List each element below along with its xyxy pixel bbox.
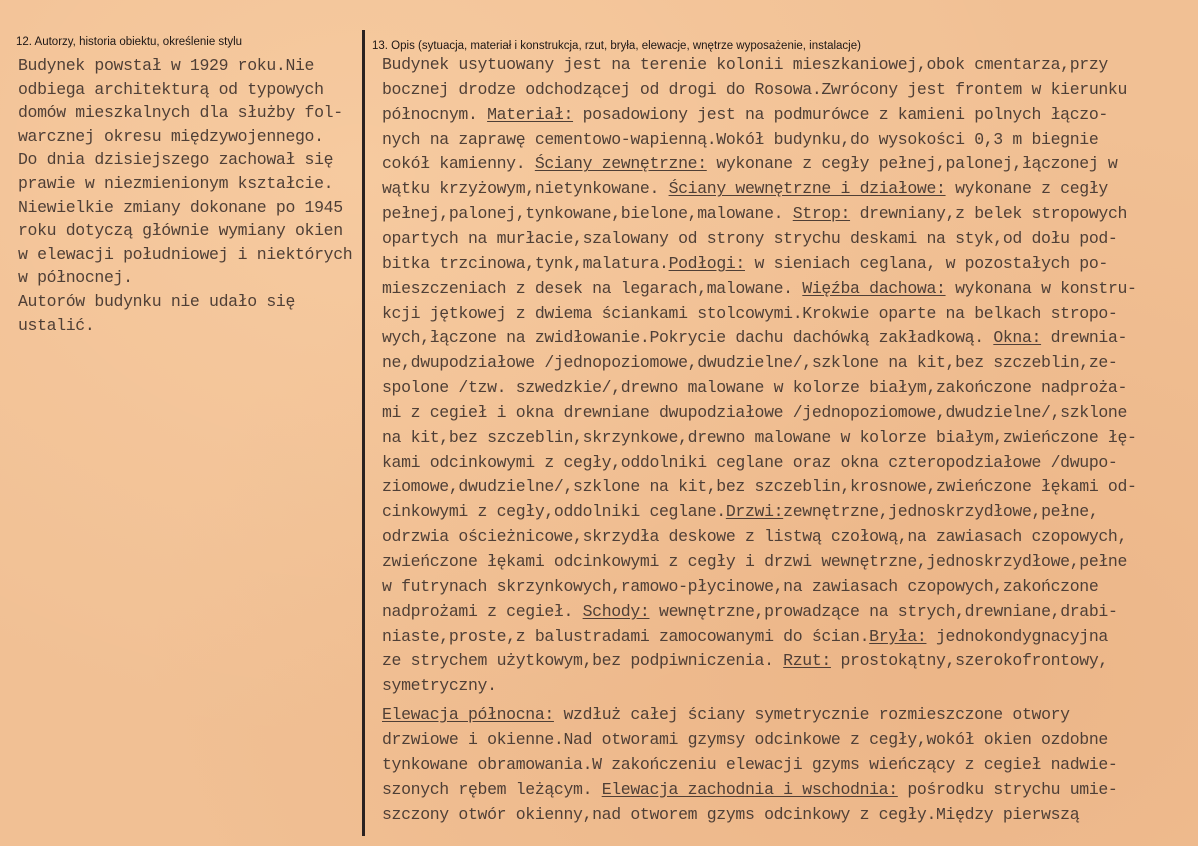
text-segment: pełnej,palonej,tynkowane,bielone,malowane. — [382, 204, 793, 224]
section-12-line: roku dotyczą głównie wymiany okien — [18, 221, 343, 241]
text-segment: zwieńczone łękami odcinkowymi z cegły i drzwi wewnętrzne,jednoskrzydłowe,pełne — [382, 552, 1128, 571]
text-segment: kcji jętkowej z dwiema ściankami stolcowymi.Krokwie oparte na belkach stropo- — [382, 303, 1118, 323]
underlined-term: Okna: — [993, 328, 1042, 348]
text-segment: kami odcinkowymi z cegły,oddolniki ceglane oraz okna czteropodziałowe /dwupo- — [382, 452, 1118, 472]
text-segment: w sieniach ceglana, w pozostałych po- — [744, 253, 1108, 273]
section-13-line — [382, 529, 1127, 546]
section-13-line — [382, 707, 1070, 724]
section-13-line — [382, 626, 1108, 646]
underlined-term: Ściany zewnętrzne: — [534, 154, 707, 174]
underlined-term: Elewacja północna: — [382, 705, 554, 725]
section-12-line: Niewielkie zmiany dokonane po 1945 — [18, 197, 343, 217]
section-13-line — [382, 228, 1118, 248]
underlined-term: Strop: — [792, 204, 851, 224]
underlined-term: Schody: — [582, 601, 650, 621]
text-segment: na kit,bez szczeblin,skrzynkowe,drewno malowane w kolorze białym,zwieńczone łę- — [382, 427, 1137, 447]
text-segment: niaste,proste,z balustradami zamocowanymi do ścian. — [382, 626, 870, 646]
text-segment: prostokątny,szerokofrontowy, — [830, 651, 1108, 671]
text-segment: cinkowymi z cegły,oddolniki ceglane. — [382, 502, 726, 522]
text-segment: bocznej drodze odchodzącej od drogi do Rosowa.Zwrócony jest frontem w kierunku — [382, 79, 1128, 99]
underlined-term: Więźba dachowa: — [802, 278, 946, 298]
text-segment: odrzwia ościeżnicowe,skrzydła deskowe z listwą czołową,na zawiasach czopowych, — [382, 527, 1128, 547]
section-13-line — [382, 79, 1128, 99]
section-12-line: Autorów budynku nie udało się — [18, 292, 295, 311]
section-12-line: domów mieszkalnych dla służby fol- — [18, 103, 343, 123]
section-12-line: Do dnia dzisiejszego zachował się — [18, 150, 334, 170]
text-segment: tynkowane obramowania.W zakończeniu elewacji gzyms wieńczący z cegieł nadwie- — [382, 754, 1118, 774]
section-13-line — [382, 504, 1098, 521]
underlined-term: Bryła: — [869, 626, 927, 646]
section-13-line — [382, 355, 1117, 372]
section-13-line — [382, 452, 1118, 472]
text-segment: wych,łączone na zwidłowanie.Pokrycie dachu dachówką zakładkową. — [382, 328, 994, 348]
section-12-heading: 12. Autorzy, historia obiektu, określenie stylu — [16, 36, 243, 48]
section-13-line — [382, 129, 1099, 149]
text-segment: drewniany,z belek stropowych — [850, 204, 1128, 224]
underlined-term: Ściany wewnętrzne i działowe: — [668, 179, 946, 199]
section-12-line: w elewacji południowej i niektórych — [18, 244, 353, 264]
text-segment: bitka trzcinowa,tynk,malatura. — [382, 253, 669, 273]
text-segment: wykonana w konstru- — [945, 278, 1137, 298]
section-12-line: w północnej. — [18, 268, 133, 288]
text-segment: drzwiowe i okienne.Nad otworami gzymsy odcinkowe z cegły,wokół okien ozdobne — [382, 729, 1108, 749]
text-segment: północnym. — [382, 104, 488, 124]
section-12-line: odbiega architekturą od typowych — [18, 79, 324, 99]
text-segment: wykonane z cegły — [945, 179, 1108, 199]
section-13-line — [382, 427, 1137, 447]
text-segment: mi z cegieł i okna drewniane dwupodziałowe /jednopoziomowe,dwudzielne/,szklone — [382, 402, 1128, 422]
underlined-term: Elewacja zachodnia i wschodnia: — [601, 779, 898, 799]
section-13-line — [382, 206, 1127, 223]
section-13-line — [382, 554, 1127, 571]
section-13-line — [382, 181, 1108, 198]
section-13-line — [382, 303, 1118, 323]
text-segment: w futrynach skrzynkowych,ramowo-płycinowe,na zawiasach czopowych,zakończone — [382, 576, 1099, 596]
section-13-line — [382, 779, 1118, 799]
section-13-line — [382, 380, 1127, 397]
text-segment: szczony otwór okienny,nad otworem gzyms odcinkowy z cegły.Między pierwszą — [382, 804, 1080, 824]
text-segment: wątku krzyżowym,nietynkowane. — [382, 179, 669, 199]
section-13-line — [382, 729, 1108, 749]
section-12-line: warcznej okresu międzywojennego. — [18, 126, 324, 146]
section-13-line — [382, 754, 1118, 774]
section-13-line — [382, 804, 1080, 824]
section-12-line: prawie w niezmienionym kształcie. — [18, 174, 334, 193]
text-segment: ze strychem użytkowym,bez podpiwniczenia. — [382, 651, 784, 671]
text-segment: nadprożami z cegieł. — [382, 601, 583, 621]
section-13-line — [382, 278, 1137, 298]
section-13-line — [382, 156, 1118, 173]
section-13-line — [382, 402, 1128, 422]
text-segment: opartych na murłacie,szalowany od strony strychu deskami na styk,od dołu pod- — [382, 228, 1118, 248]
underlined-term: Materiał: — [487, 104, 574, 124]
underlined-term: Rzut: — [783, 651, 831, 671]
section-13-line — [382, 104, 1108, 124]
column-divider — [362, 30, 365, 836]
text-segment: drewnia- — [1041, 328, 1128, 348]
section-13-line — [382, 601, 1118, 621]
text-segment: cokół kamienny. — [382, 154, 535, 174]
text-segment: symetryczny. — [382, 676, 497, 696]
text-segment: szonych rębem leżącym. — [382, 779, 602, 799]
section-13-line — [382, 653, 1108, 670]
text-segment: mieszczeniach z desek na legarach,malowane. — [382, 278, 803, 298]
section-13-line — [382, 330, 1127, 347]
underlined-term: Drzwi: — [725, 502, 784, 522]
section-13-line — [382, 576, 1099, 596]
section-13-line — [382, 253, 1108, 273]
text-segment: wzdłuż całej ściany symetrycznie rozmieszczone otwory — [553, 705, 1070, 725]
text-segment: posadowiony jest na podmurówce z kamieni polnych łączo- — [573, 104, 1108, 124]
section-12-line: ustalić. — [18, 315, 95, 335]
text-segment: nych na zaprawę cementowo-wapienną.Wokół budynku,do wysokości 0,3 m biegnie — [382, 129, 1099, 149]
text-segment: Budynek usytuowany jest na terenie kolonii mieszkaniowej,obok cmentarza,przy — [382, 55, 1108, 74]
text-segment: jednokondygnacyjna — [926, 626, 1108, 646]
text-segment: spolone /tzw. szwedzkie/,drewno malowane w kolorze białym,zakończone nadproża- — [382, 378, 1128, 398]
underlined-term: Podłogi: — [668, 253, 745, 273]
text-segment: pośrodku strychu umie- — [897, 779, 1118, 799]
section-12-line: Budynek powstał w 1929 roku.Nie — [18, 56, 315, 75]
section-13-heading: 13. Opis (sytuacja, materiał i konstrukcja, rzut, bryła, elewacje, wnętrze wyposażenie, instalacje) — [372, 40, 861, 52]
text-segment: wykonane z cegły pełnej,palonej,łączonej w — [706, 154, 1118, 174]
text-segment: ne,dwupodziałowe /jednopoziomowe,dwudzielne/,szklone na kit,bez szczeblin,ze- — [382, 353, 1118, 373]
text-segment: wewnętrzne,prowadzące na strych,drewniane,drabi- — [649, 601, 1118, 621]
section-13-line — [382, 678, 497, 695]
section-13-line — [382, 57, 1108, 74]
section-13-line — [382, 479, 1137, 496]
text-segment: ziomowe,dwudzielne/,szklone na kit,bez szczeblin,krosnowe,zwieńczone łękami od- — [382, 477, 1137, 497]
text-segment: zewnętrzne,jednoskrzydłowe,pełne, — [783, 502, 1099, 522]
